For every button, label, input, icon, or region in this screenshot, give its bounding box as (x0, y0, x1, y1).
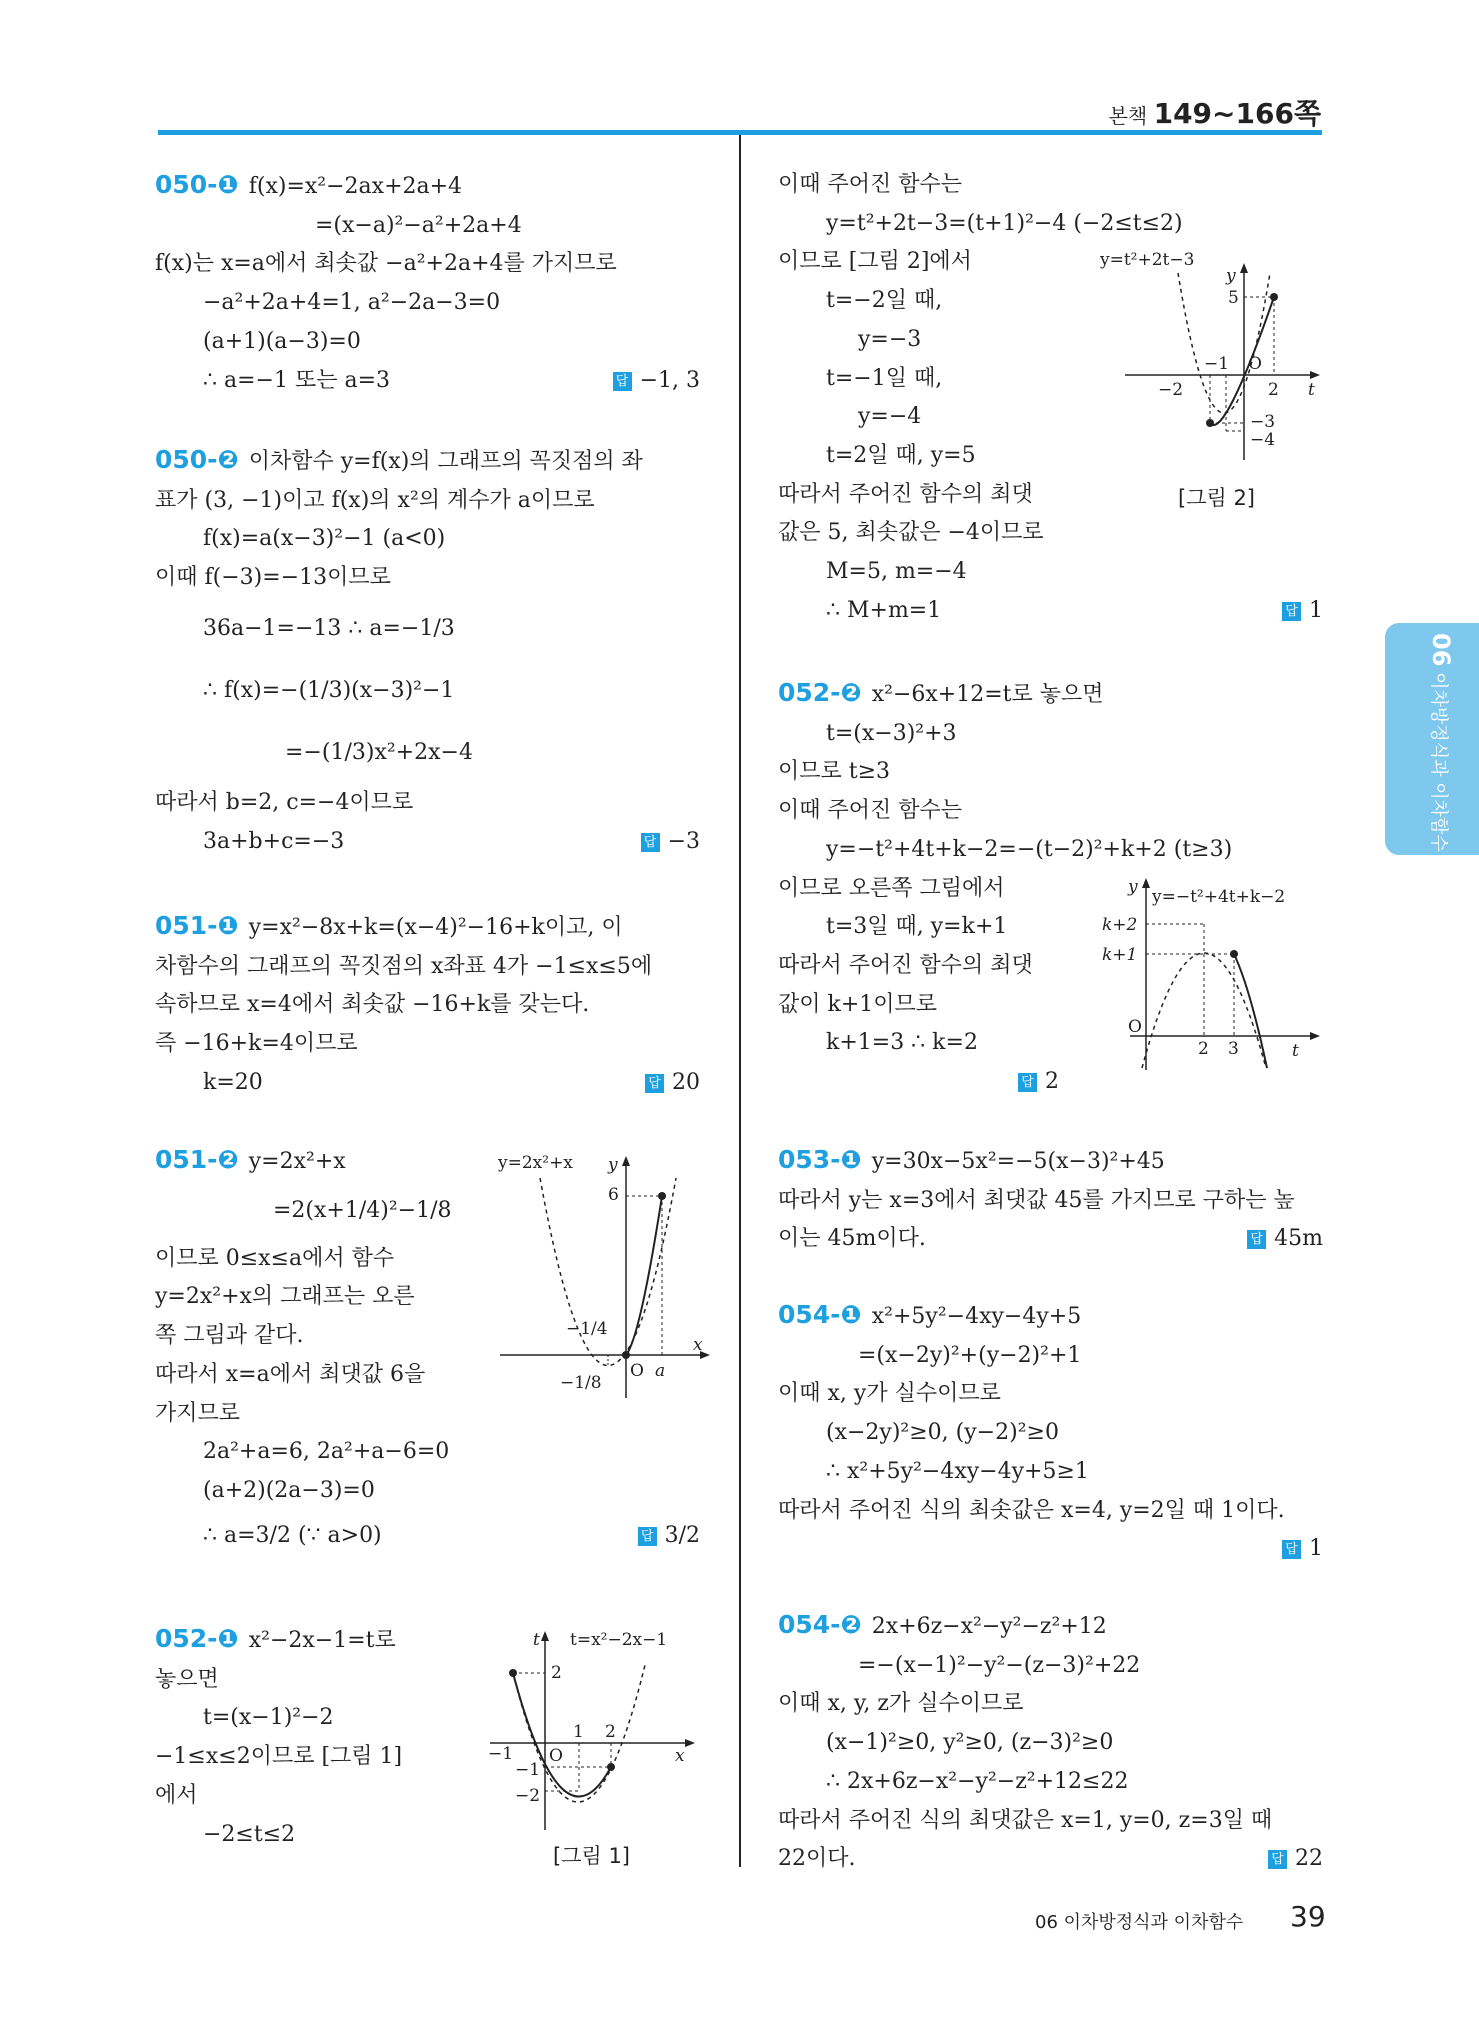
problem-label: 053-❶ (778, 1145, 862, 1174)
solution-line: −a²+2a+4=1, a²−2a−3=0 (203, 290, 501, 316)
svg-text:x: x (675, 1746, 685, 1766)
solution-line: M=5, m=−4 (826, 559, 967, 585)
solution-line: t=2일 때, y=5 (826, 442, 976, 468)
svg-text:3: 3 (1228, 1039, 1239, 1059)
answer-mark: 답 (1247, 1230, 1266, 1249)
solution-line: 이므로 [그림 2]에서 (778, 249, 972, 275)
solution-line: y=−t²+4t+k−2=−(t−2)²+k+2 (t≥3) (826, 836, 1233, 862)
footer-chapter: 06 이차방정식과 이차함수 (1035, 1912, 1244, 1933)
problem-label: 050-❶ (155, 170, 239, 199)
solution-line: 즉 −16+k=4이므로 (155, 1031, 358, 1057)
problem-051-1 (155, 907, 700, 1103)
svg-text:2: 2 (1198, 1039, 1209, 1059)
solution-line: 가지므로 (155, 1400, 241, 1426)
solution-line: x²−6x+12=t로 놓으면 (871, 682, 1104, 707)
problem-052-1 (155, 1620, 485, 1854)
problem-053-1 (778, 1141, 1323, 1259)
solution-line: y=x²−8x+k=(x−4)²−16+k이고, 이 (248, 915, 623, 940)
solution-line: 따라서 b=2, c=−4이므로 (155, 789, 414, 815)
figure-052-2 (1100, 872, 1325, 1076)
solution-line: 2a²+a=6, 2a²+a−6=0 (203, 1439, 450, 1465)
solution-line: k+1=3 ∴ k=2 (826, 1030, 978, 1056)
figure-2-caption: [그림 2] (1178, 486, 1255, 510)
solution-line: y=2x²+x의 그래프는 오른 (155, 1284, 415, 1310)
svg-text:6: 6 (608, 1185, 619, 1205)
svg-text:−1: −1 (1204, 354, 1230, 374)
solution-line: 이는 45m이다. 답 45m (778, 1220, 1323, 1259)
svg-text:−1: −1 (515, 1760, 541, 1780)
problem-050-1 (155, 166, 700, 400)
solution-line: y=−3 (858, 326, 922, 352)
solution-line: 이므로 t≥3 (778, 759, 891, 785)
solution-line: ∴ M+m=1 답 1 (778, 592, 1323, 631)
solution-line: ∴ a=−1 또는 a=3 답 −1, 3 (155, 362, 700, 401)
problem-label: 052-❶ (155, 1624, 239, 1653)
solution-line: 이때 x, y, z가 실수이므로 (778, 1691, 1024, 1717)
solution-line: k=20 답 20 (155, 1064, 700, 1103)
solution-line: y=t²+2t−3=(t+1)²−4 (−2≤t≤2) (826, 210, 1183, 236)
solution-line: 차함수의 그래프의 꼭짓점의 x좌표 4가 −1≤x≤5에 (155, 953, 653, 979)
solution-line: 따라서 주어진 식의 최솟값은 x=4, y=2일 때 1이다. (778, 1497, 1285, 1523)
solution-line: −2≤t≤2 (203, 1821, 296, 1847)
answer-mark: 답 (1282, 602, 1301, 621)
svg-text:−2: −2 (1158, 380, 1184, 400)
fig-func-label: y=−t²+4t+k−2 (1152, 887, 1286, 907)
svg-text:2: 2 (605, 1722, 616, 1742)
answer: 답 3/2 (638, 1511, 700, 1561)
svg-text:k+2: k+2 (1102, 915, 1138, 935)
solution-line: y=−4 (858, 404, 922, 430)
solution-line: ∴ 2x+6z−x²−y²−z²+12≤22 (826, 1768, 1129, 1794)
svg-text:x: x (693, 1335, 703, 1355)
solution-line: 이때 x, y가 실수이므로 (778, 1381, 1001, 1407)
problem-label: 054-❷ (778, 1610, 862, 1639)
problem-label: 054-❶ (778, 1300, 862, 1329)
solution-line: x²+5y²−4xy−4y+5 (871, 1304, 1082, 1329)
solution-line: 따라서 x=a에서 최댓값 6을 (155, 1361, 426, 1387)
problem-050-2 (155, 441, 700, 861)
solution-line: 이므로 0≤x≤a에서 함수 (155, 1245, 395, 1271)
solution-line: =(x−a)²−a²+2a+4 (315, 212, 522, 238)
svg-text:t: t (533, 1630, 540, 1650)
fig-func-label: y=2x²+x (498, 1153, 573, 1173)
solution-line: t=(x−3)²+3 (826, 720, 957, 746)
solution-line: x²−2x−1=t로 (248, 1628, 396, 1653)
solution-line: 이차함수 y=f(x)의 그래프의 꼭짓점의 좌 (248, 449, 643, 474)
svg-text:k+1: k+1 (1102, 945, 1138, 965)
svg-text:−3: −3 (1250, 412, 1276, 432)
solution-line: f(x)=a(x−3)²−1 (a<0) (203, 526, 446, 552)
answer-line (778, 1530, 1323, 1568)
solution-line: 속하므로 x=4에서 최솟값 −16+k를 갖는다. (155, 992, 590, 1018)
solution-line: 따라서 주어진 식의 최댓값은 x=1, y=0, z=3일 때 (778, 1807, 1273, 1833)
answer: 답 45m (1247, 1220, 1323, 1259)
column-divider (739, 135, 741, 1867)
answer-mark: 답 (638, 1527, 657, 1546)
solution-line: −1≤x≤2이므로 [그림 1] (155, 1744, 403, 1770)
solution-line: =(x−2y)²+(y−2)²+1 (858, 1342, 1082, 1368)
answer-mark: 답 (1268, 1850, 1287, 1869)
side-tab-label: 이차방정식과 이차함수 (1428, 672, 1449, 852)
problem-054-1 (778, 1296, 1323, 1568)
answer-mark: 답 (1018, 1073, 1037, 1092)
solution-line: t=3일 때, y=k+1 (826, 914, 1008, 940)
solution-line: 2x+6z−x²−y²−z²+12 (871, 1614, 1107, 1639)
problem-label: 051-❶ (155, 911, 239, 940)
solution-line: (a+2)(2a−3)=0 (203, 1477, 375, 1503)
answer-mark: 답 (1282, 1540, 1301, 1559)
problem-054-2 (778, 1606, 1323, 1879)
solution-line: 이므로 오른쪽 그림에서 (778, 875, 1005, 901)
figure-051-2 (490, 1148, 715, 1412)
solution-line: 쪽 그림과 같다. (155, 1323, 304, 1349)
solution-line: y=30x−5x²=−5(x−3)²+45 (871, 1149, 1165, 1174)
header-page-range: 149~166쪽 (1153, 97, 1321, 130)
solution-line: =−(x−1)²−y²−(z−3)²+22 (858, 1652, 1141, 1678)
solution-line: 놓으면 (155, 1666, 219, 1692)
page-header (1109, 92, 1321, 132)
solution-line: =2(x+1/4)²−1/8 (273, 1197, 452, 1223)
solution-line: 22이다. 답 22 (778, 1840, 1323, 1879)
solution-line: 따라서 주어진 함수의 최댓 (778, 952, 1033, 978)
solution-line: ∴ f(x)=−(1/3)(x−3)²−1 (203, 677, 455, 703)
svg-text:O: O (1248, 354, 1262, 374)
solution-line: (a+1)(a−3)=0 (203, 328, 361, 354)
svg-text:−1: −1 (488, 1744, 514, 1764)
solution-line: 표가 (3, −1)이고 f(x)의 x²의 계수가 a이므로 (155, 487, 595, 513)
svg-text:t: t (1292, 1041, 1299, 1061)
answer: 답 −1, 3 (613, 362, 700, 401)
solution-line: 따라서 주어진 함수의 최댓 (778, 481, 1033, 507)
parabola-dashed (540, 1178, 676, 1366)
solution-line: 이때 f(−3)=−13이므로 (155, 565, 391, 591)
solution-line: 값이 k+1이므로 (778, 991, 938, 1017)
answer: 답 1 (1282, 1530, 1323, 1569)
answer-mark: 답 (613, 372, 632, 391)
parabola-solid (626, 1196, 662, 1355)
solution-line: ∴ a=3/2 (∵ a>0) 답 3/2 (155, 1511, 700, 1561)
solution-line: 이때 주어진 함수는 (778, 172, 963, 197)
solution-line: (x−2y)²≥0, (y−2)²≥0 (826, 1420, 1059, 1446)
solution-line: f(x)는 x=a에서 최솟값 −a²+2a+4를 가지므로 (155, 251, 617, 277)
solution-line: 에서 (155, 1782, 198, 1808)
side-tab-number: 06 (1427, 633, 1455, 667)
solution-line: f(x)=x²−2ax+2a+4 (248, 174, 463, 199)
svg-text:O: O (1128, 1017, 1142, 1037)
page-number: 39 (1290, 1900, 1326, 1933)
answer: 답 2 (1018, 1069, 1059, 1094)
answer-mark: 답 (641, 833, 660, 852)
svg-text:−1/4: −1/4 (566, 1319, 608, 1339)
figure-052-1-graph-2 (1100, 245, 1325, 469)
fig-func-label: t=x²−2x−1 (570, 1630, 668, 1650)
header-prefix: 본책 (1108, 104, 1148, 128)
solution-line: t=−2일 때, (826, 288, 943, 314)
solution-line: (x−1)²≥0, y²≥0, (z−3)²≥0 (826, 1730, 1114, 1756)
svg-text:y: y (1128, 877, 1138, 897)
solution-line: 이때 주어진 함수는 (778, 798, 963, 824)
fig-func-label: y=t²+2t−3 (1100, 250, 1195, 270)
solution-line: t=−1일 때, (826, 365, 943, 391)
svg-text:2: 2 (1268, 380, 1279, 400)
solution-line: 3a+b+c=−3 답 −3 (155, 823, 700, 862)
svg-text:y: y (1226, 266, 1236, 286)
solution-line: =−(1/3)x²+2x−4 (285, 739, 473, 765)
problem-label: 050-❷ (155, 445, 239, 474)
figure-1-caption: [그림 1] (553, 1844, 630, 1868)
svg-text:−4: −4 (1250, 430, 1276, 450)
answer: 답 −3 (641, 823, 700, 862)
svg-text:O: O (630, 1361, 644, 1381)
svg-text:−2: −2 (515, 1786, 541, 1806)
solution-line: 값은 5, 최솟값은 −4이므로 (778, 520, 1044, 546)
solution-line: ∴ x²+5y²−4xy−4y+5≥1 (826, 1458, 1089, 1484)
chapter-side-tab[interactable] (1385, 623, 1479, 855)
svg-text:O: O (549, 1746, 563, 1766)
answer-mark: 답 (645, 1074, 664, 1093)
svg-text:1: 1 (573, 1722, 584, 1742)
solution-line: t=(x−1)²−2 (203, 1705, 334, 1731)
solution-line: 따라서 y는 x=3에서 최댓값 45를 가지므로 구하는 높 (778, 1187, 1295, 1213)
svg-text:y: y (608, 1155, 618, 1175)
answer: 답 22 (1268, 1840, 1323, 1879)
problem-label: 052-❷ (778, 678, 862, 707)
svg-text:t: t (1308, 380, 1315, 400)
figure-052-1 (485, 1625, 710, 1839)
answer: 답 1 (1282, 592, 1323, 631)
problem-label: 051-❷ (155, 1145, 239, 1174)
solution-line: 36a−1=−13 ∴ a=−1/3 (203, 615, 455, 641)
svg-text:−1/8: −1/8 (560, 1373, 602, 1393)
answer: 답 20 (645, 1064, 700, 1103)
svg-text:5: 5 (1228, 288, 1239, 308)
solution-line: y=2x²+x (248, 1149, 346, 1174)
svg-text:2: 2 (551, 1663, 562, 1683)
parabola-solid (1234, 954, 1267, 1068)
svg-text:a: a (655, 1361, 666, 1381)
